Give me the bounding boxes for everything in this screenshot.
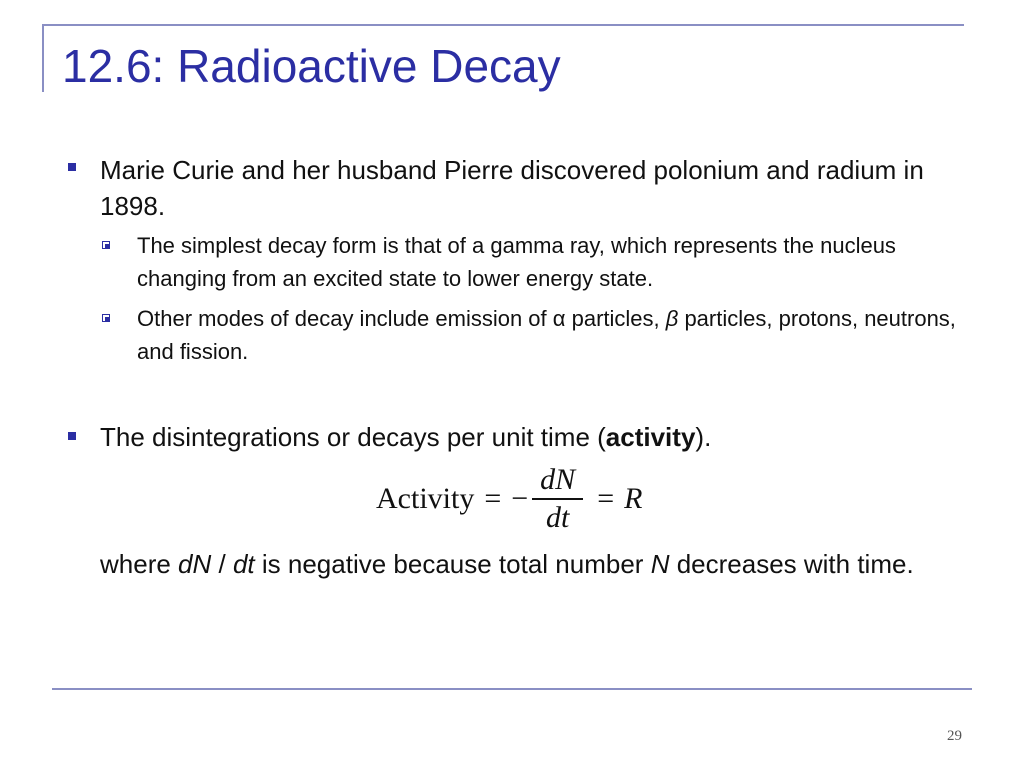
- footer-divider: [52, 688, 972, 690]
- activity-bold-term: activity: [605, 422, 696, 452]
- page-number: 29: [947, 728, 962, 744]
- sub-bullet-text-modes: [137, 302, 967, 368]
- formula-minus: −: [511, 482, 529, 515]
- explanation-part: decreases with time.: [669, 549, 914, 579]
- square-bullet-icon: [68, 432, 76, 440]
- explanation-N: N: [650, 549, 670, 579]
- formula-equals: =: [597, 482, 615, 515]
- modes-text-before: Other modes of decay include emission of α particles,: [137, 306, 666, 331]
- activity-text-before: The disintegrations or decays per unit time (: [100, 422, 606, 452]
- hollow-square-bullet-icon: [102, 241, 110, 249]
- explanation-slash: /: [211, 549, 233, 579]
- formula-denominator: dt: [546, 500, 570, 534]
- explanation-part: is negative because total number: [254, 549, 651, 579]
- formula-explanation: [100, 546, 970, 582]
- formula-lhs: Activity: [376, 482, 475, 515]
- explanation-dN: dN: [178, 549, 212, 579]
- beta-symbol: β: [665, 306, 679, 331]
- left-border-line: [42, 24, 44, 92]
- formula-fraction: [532, 462, 583, 536]
- activity-formula: [376, 457, 642, 541]
- bullet-text-curie: Marie Curie and her husband Pierre discovered polonium and radium in 1898.: [100, 155, 924, 221]
- hollow-square-bullet-icon: [102, 314, 110, 322]
- explanation-dt: dt: [232, 549, 255, 579]
- slide-title: 12.6: Radioactive Decay: [62, 40, 561, 92]
- modes-text-after: particles, protons, neutrons, and fission.: [137, 306, 956, 364]
- bullet-text-activity: [100, 419, 970, 455]
- square-bullet-icon: [68, 163, 76, 171]
- sub-bullet-text-gamma: The simplest decay form is that of a gamma ray, which represents the nucleus changing from an excited state to lower energy state.: [137, 233, 896, 291]
- explanation-part: where: [100, 549, 179, 579]
- activity-text-after: ).: [695, 422, 712, 452]
- formula-equals: =: [484, 482, 502, 515]
- formula-numerator: dN: [540, 463, 576, 497]
- formula-rhs: R: [624, 482, 643, 515]
- top-border-line: [42, 24, 964, 26]
